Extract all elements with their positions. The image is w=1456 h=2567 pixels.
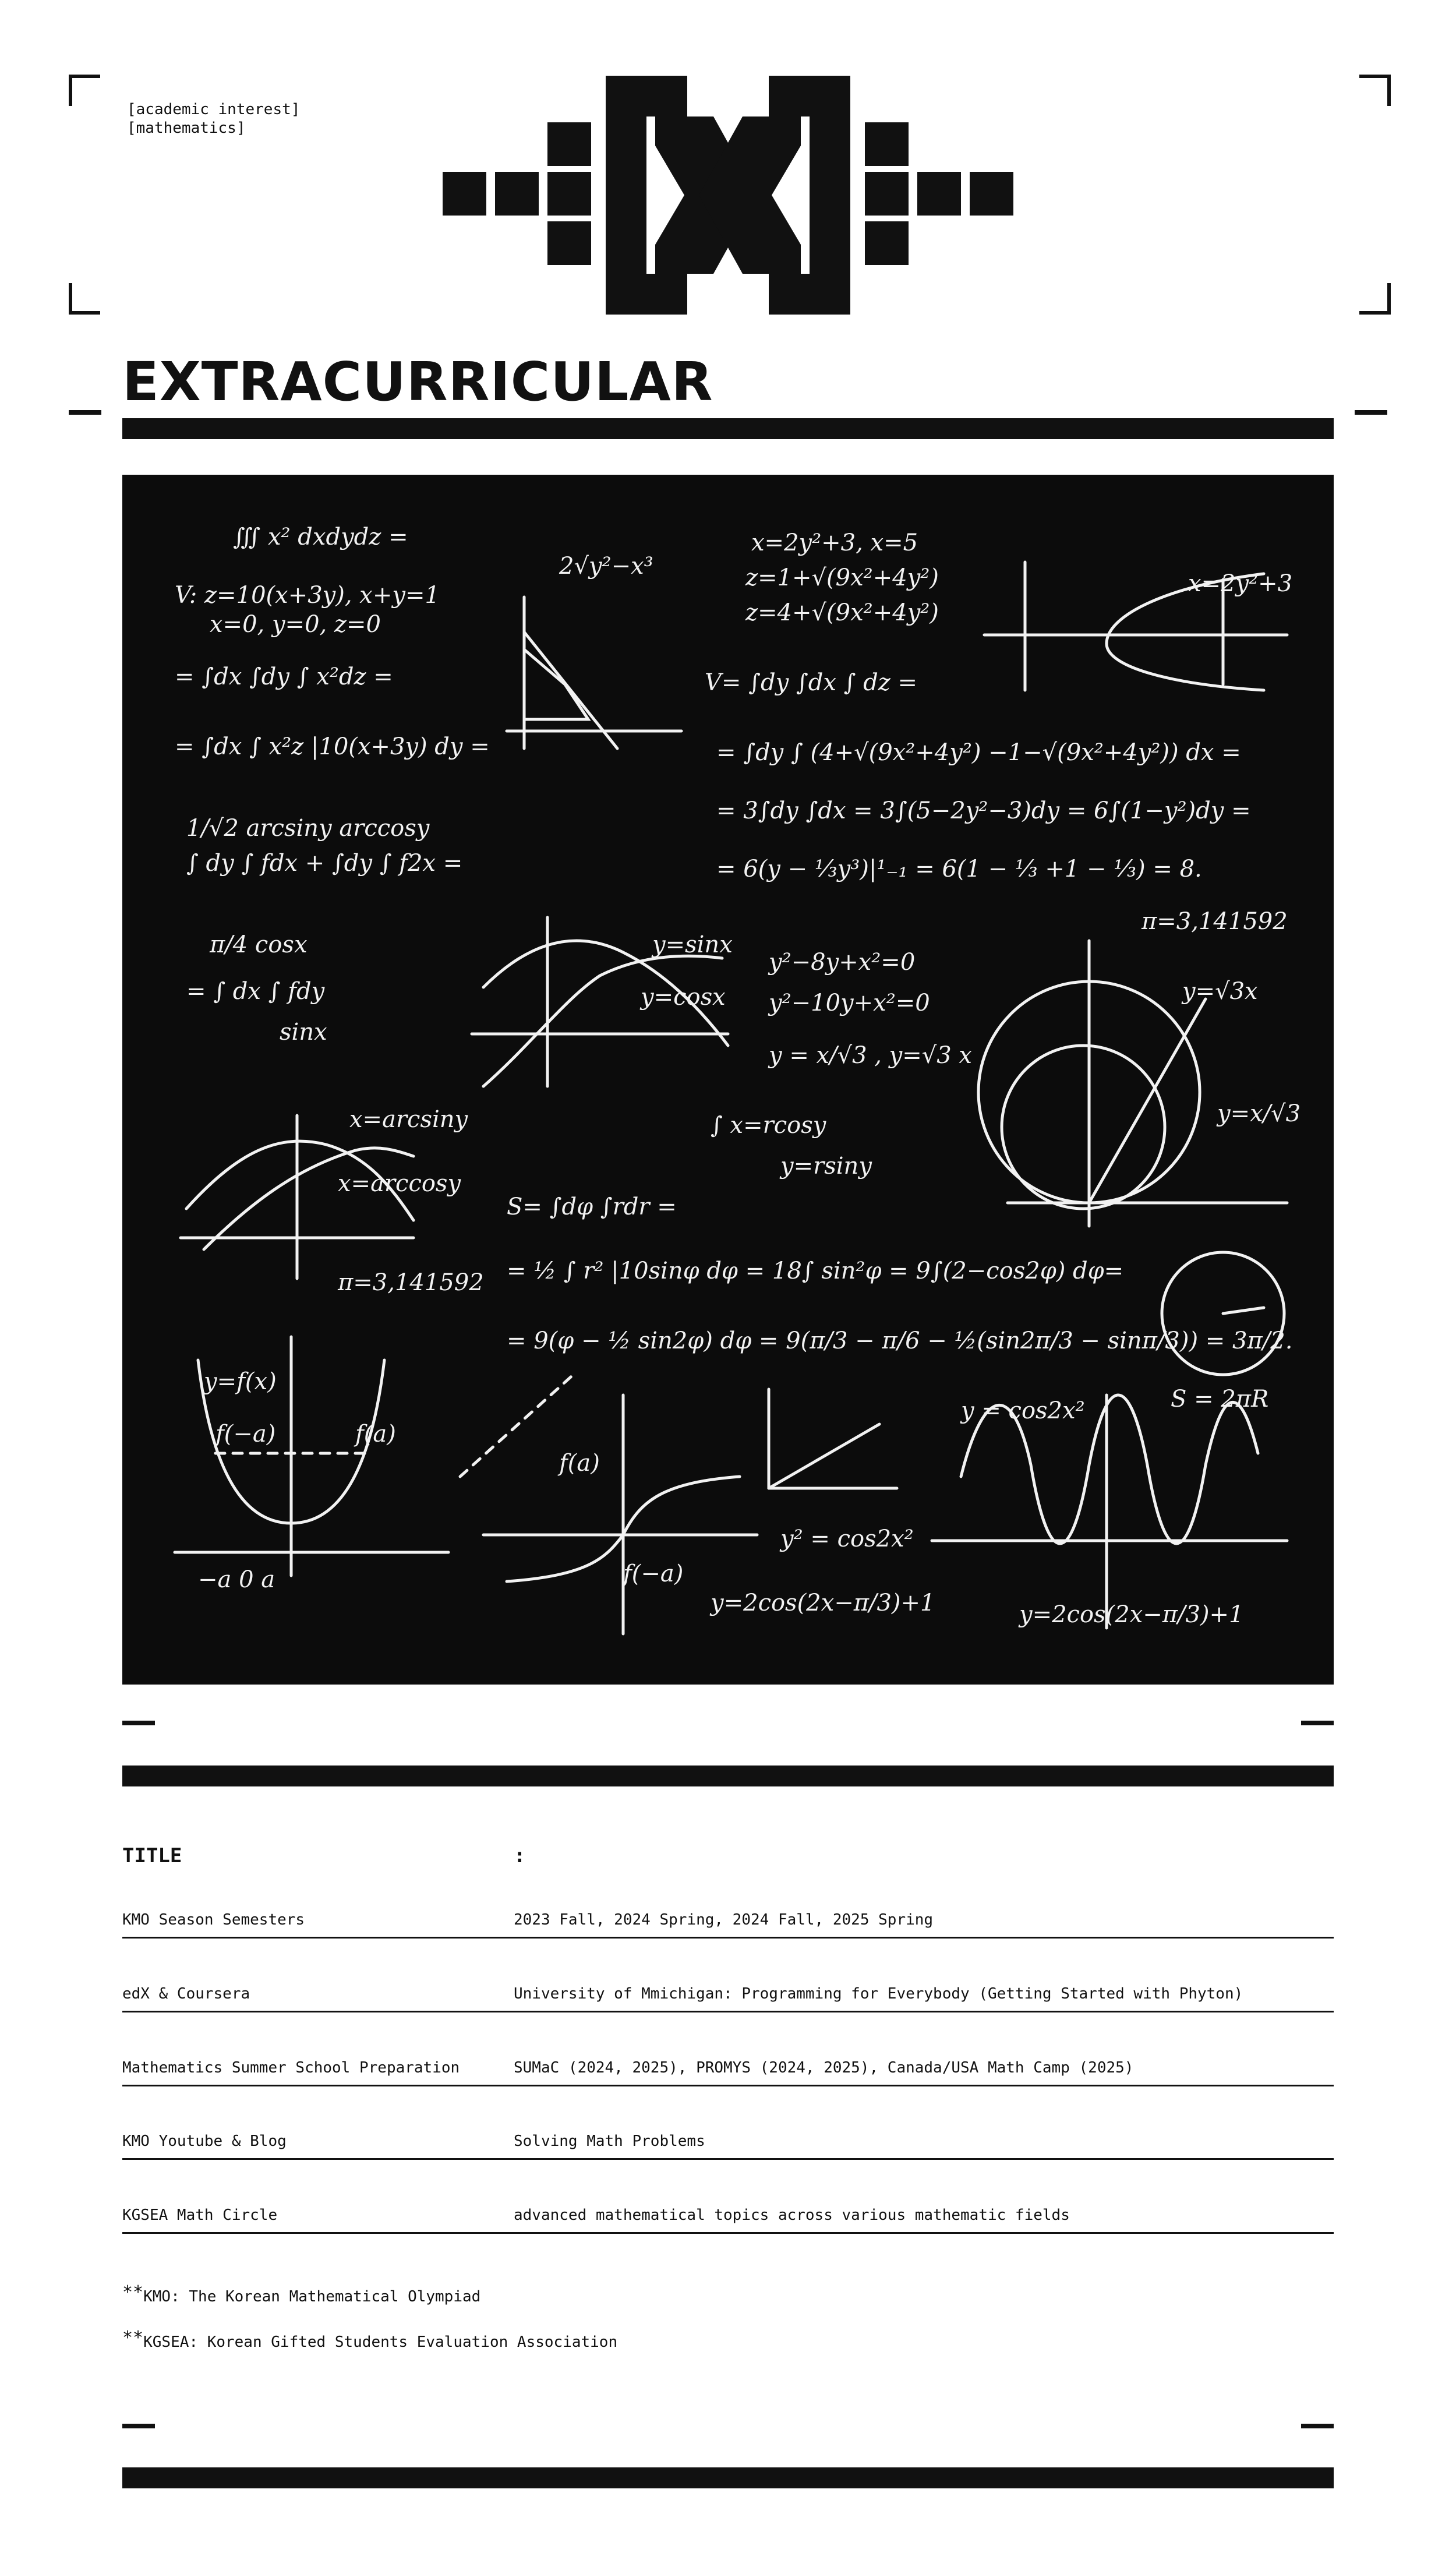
formula-43: y=2cos(2x−π/3)+1: [711, 1590, 935, 1616]
formula-1: V: z=10(x+3y), x+y=1: [175, 582, 440, 609]
footnote-text: KMO: The Korean Mathematical Olympiad: [143, 2288, 481, 2305]
footnote-kmo: [122, 2283, 480, 2306]
frame-corner-bottom-left: [69, 283, 100, 315]
formula-26: y=rsiny: [780, 1153, 872, 1180]
formula-20: y=cosx: [641, 984, 726, 1011]
formula-44: y = cos2x²: [961, 1397, 1085, 1424]
formula-15: ∫ dy ∫ fdx + ∫dy ∫ f2x =: [186, 850, 463, 877]
formula-39: −a 0 a: [198, 1566, 275, 1593]
formula-42: y² = cos2x²: [780, 1526, 914, 1552]
table-row-divider: [122, 2232, 1334, 2234]
row-1-value: 2023 Fall, 2024 Spring, 2024 Fall, 2025 Spring: [514, 1911, 934, 1929]
footnote-mark: **: [122, 2282, 144, 2303]
formula-21: y²−8y+x²=0: [769, 949, 916, 976]
formula-23: y = x/√3 , y=√3 x: [769, 1042, 972, 1069]
row-3-title: Mathematics Summer School Preparation: [122, 2059, 460, 2077]
formula-4: = ∫dx ∫ x²z |10(x+3y) dy =: [175, 733, 490, 760]
row-5-value: advanced mathematical topics across various mathematic fields: [514, 2206, 1070, 2224]
tag-academic-interest: [academic interest]: [127, 101, 301, 118]
formula-2: x=0, y=0, z=0: [210, 611, 381, 638]
row-2-value: University of Mmichigan: Programming for Everybody (Getting Started with Phyton): [514, 1985, 1243, 2003]
formula-30: x=arccosy: [338, 1170, 461, 1197]
row-4-title: KMO Youtube & Blog: [122, 2132, 287, 2150]
formula-34: π=3,141592: [338, 1269, 484, 1296]
dash-left: [69, 410, 101, 415]
pixel-x-logo-icon: [443, 76, 1013, 315]
dash-bottom-right: [1301, 2424, 1334, 2428]
formula-19: y=sinx: [652, 931, 733, 958]
formula-6: x=2y²+3, x=5: [751, 529, 918, 556]
formula-11: = 3∫dy ∫dx = 3∫(5−2y²−3)dy = 6∫(1−y²)dy =: [716, 797, 1251, 824]
dash-bottom-left: [122, 2424, 155, 2428]
formula-7: z=1+√(9x²+4y²): [745, 564, 939, 591]
formula-31: S= ∫dφ ∫rdr =: [507, 1194, 677, 1220]
formula-3: = ∫dx ∫dy ∫ x²dz =: [175, 663, 393, 690]
formula-5: 2√y²−x³: [559, 553, 653, 580]
formula-0: ∭ x² dxdydz =: [233, 524, 408, 550]
footnote-text: KGSEA: Korean Gifted Students Evaluation Association: [143, 2333, 618, 2351]
formula-16: π/4 cosx: [210, 931, 308, 958]
frame-corner-bottom-right: [1359, 283, 1391, 315]
footnote-kgsea: [122, 2329, 617, 2351]
table-row-divider: [122, 2085, 1334, 2086]
formula-12: = 6(y − ⅓y³)|¹₋₁ = 6(1 − ⅓ +1 − ⅓) = 8.: [716, 856, 1202, 882]
formula-8: z=4+√(9x²+4y²): [745, 599, 939, 626]
row-2-title: edX & Coursera: [122, 1985, 250, 2003]
section-rule: [122, 1766, 1334, 1786]
table-row-divider: [122, 1937, 1334, 1939]
frame-corner-top-right: [1359, 75, 1391, 106]
table-row-divider: [122, 2011, 1334, 2012]
footer-rule: [122, 2467, 1334, 2488]
formula-32: = ½ ∫ r² |10sinφ dφ = 18∫ sin²φ = 9∫(2−cos2φ) dφ=: [507, 1258, 1124, 1284]
formula-22: y²−10y+x²=0: [769, 990, 930, 1016]
formula-14: 1/√2 arcsiny arccosy: [186, 815, 430, 842]
formula-17: = ∫ dx ∫ fdy: [186, 978, 325, 1005]
formula-9: V= ∫dy ∫dx ∫ dz =: [705, 669, 918, 696]
formula-27: y=√3x: [1182, 978, 1258, 1005]
chalkboard-image: [122, 475, 1334, 1685]
title-rule: [122, 418, 1334, 439]
dash-mid-left: [122, 1721, 155, 1725]
formula-13: x=2y²+3: [1188, 570, 1293, 597]
formula-33: = 9(φ − ½ sin2φ) dφ = 9(π/3 − π/6 − ½(sin2π/3 − sinπ/3)) = 3π/2.: [507, 1327, 1293, 1354]
formula-40: f(a): [559, 1450, 600, 1477]
formula-41: f(−a): [623, 1560, 684, 1587]
dash-mid-right: [1301, 1721, 1334, 1725]
formula-24: π=3,141592: [1142, 908, 1288, 935]
formula-25: ∫ x=rcosy: [711, 1112, 826, 1139]
row-1-title: KMO Season Semesters: [122, 1911, 305, 1929]
formula-45: y=2cos(2x−π/3)+1: [1019, 1601, 1244, 1628]
formula-37: f(−a): [215, 1421, 276, 1447]
page-title: EXTRACURRICULAR: [122, 351, 713, 413]
row-3-value: SUMaC (2024, 2025), PROMYS (2024, 2025), Canada/USA Math Camp (2025): [514, 2059, 1134, 2077]
footnote-mark: **: [122, 2328, 144, 2348]
table-row-divider: [122, 2158, 1334, 2160]
formula-29: x=arcsiny: [349, 1106, 468, 1133]
row-5-title: KGSEA Math Circle: [122, 2206, 278, 2224]
tag-mathematics: [mathematics]: [127, 119, 246, 137]
formula-36: y=f(x): [204, 1368, 277, 1395]
row-4-value: Solving Math Problems: [514, 2132, 705, 2150]
formula-35: S = 2πR: [1171, 1386, 1269, 1413]
frame-corner-top-left: [69, 75, 100, 106]
chalkboard-sketches: [122, 475, 1334, 1685]
table-header-colon: :: [514, 1844, 526, 1867]
formula-10: = ∫dy ∫ (4+√(9x²+4y²) −1−√(9x²+4y²)) dx =: [716, 739, 1241, 766]
table-header-title: TITLE: [122, 1844, 182, 1867]
dash-right: [1355, 410, 1387, 415]
formula-38: f(a): [355, 1421, 396, 1447]
formula-28: y=x/√3: [1217, 1100, 1301, 1127]
formula-18: sinx: [280, 1019, 327, 1046]
